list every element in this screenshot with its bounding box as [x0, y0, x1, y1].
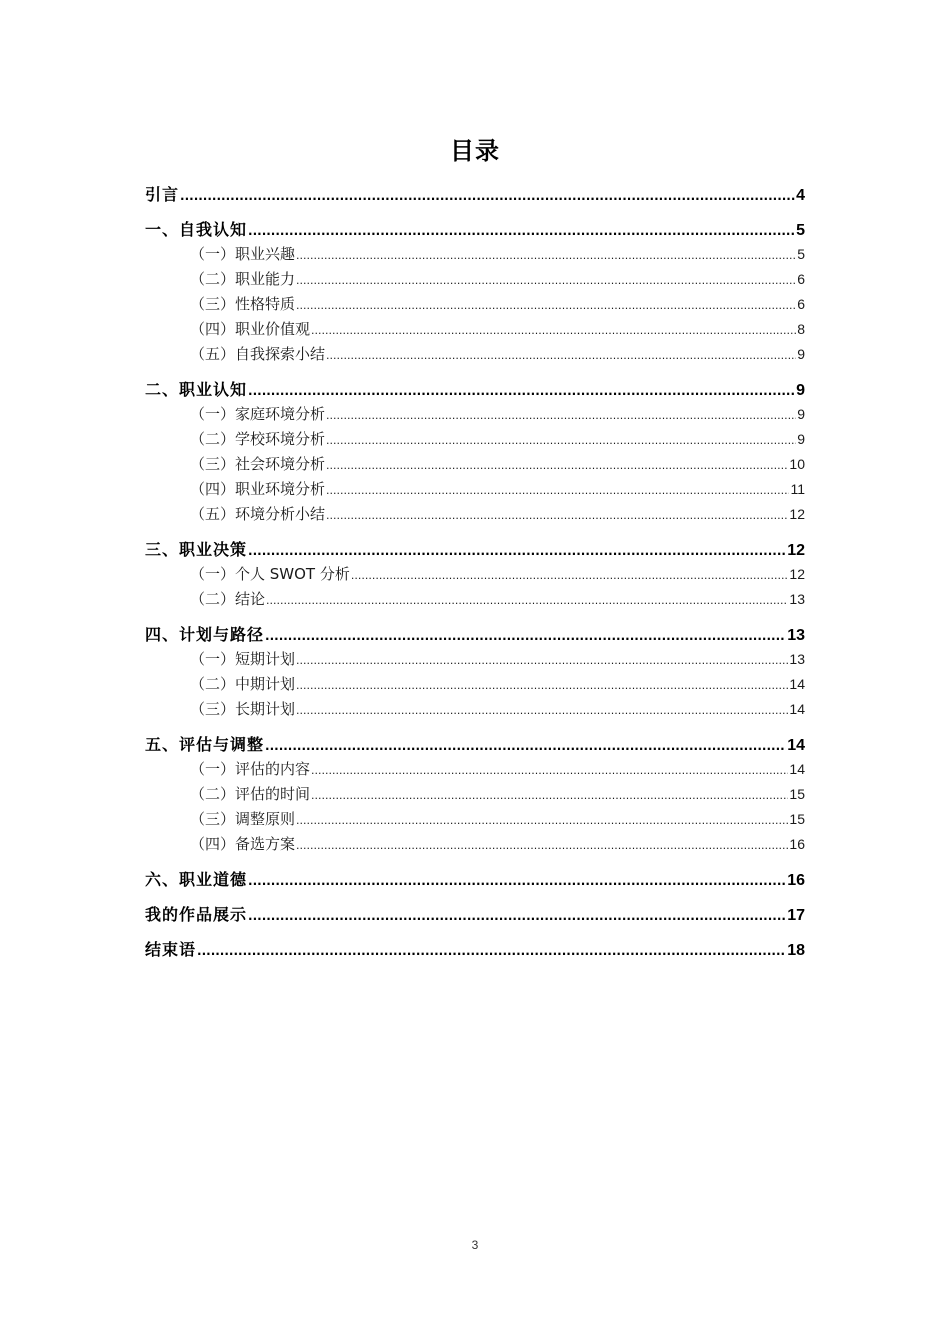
- toc-leader-dots: [296, 268, 796, 292]
- toc-leader-dots: [326, 453, 788, 477]
- toc-leader-dots: [248, 904, 786, 927]
- toc-subentry[interactable]: [145, 807, 805, 832]
- toc-entry-page: 9: [797, 431, 805, 447]
- toc-entry[interactable]: [145, 377, 805, 402]
- toc-entry[interactable]: [145, 732, 805, 757]
- toc-entry-page: 12: [789, 506, 805, 522]
- toc-entry-page: 14: [789, 676, 805, 692]
- toc-entry-page: 5: [796, 222, 805, 239]
- toc-leader-dots: [296, 673, 788, 697]
- toc-entry-page: 14: [789, 761, 805, 777]
- toc-leader-dots: [248, 869, 786, 892]
- toc-entry-label: （五）自我探索小结: [190, 345, 326, 363]
- toc-subentry[interactable]: [145, 757, 805, 782]
- toc-entry-label: （五）环境分析小结: [190, 505, 326, 523]
- toc-entry-page: 16: [789, 836, 805, 852]
- toc-entry[interactable]: [145, 537, 805, 562]
- page-title: 目录: [450, 137, 500, 165]
- toc-entry-label: 一、自我认知: [145, 220, 248, 239]
- toc-leader-dots: [296, 648, 788, 672]
- toc-entry-label: （二）中期计划: [190, 675, 296, 693]
- toc-entry-label: 引言: [145, 185, 180, 204]
- toc-leader-dots: [296, 808, 788, 832]
- toc-leader-dots: [296, 698, 788, 722]
- toc-subentry[interactable]: [145, 242, 805, 267]
- toc-subentry[interactable]: [145, 477, 805, 502]
- toc-entry-page: 9: [797, 346, 805, 362]
- toc-leader-dots: [326, 428, 796, 452]
- toc-subentry[interactable]: [145, 427, 805, 452]
- toc-subentry[interactable]: [145, 587, 805, 612]
- toc-entry-page: 9: [796, 382, 805, 399]
- toc-entry-page: 15: [789, 811, 805, 827]
- toc-entry-label: （三）性格特质: [190, 295, 296, 313]
- toc-subentry[interactable]: [145, 697, 805, 722]
- toc-entry-page: 12: [789, 566, 805, 582]
- toc-entry[interactable]: [145, 867, 805, 892]
- toc-entry-label: 我的作品展示: [145, 905, 248, 924]
- toc-entry-label: （二）结论: [190, 590, 266, 608]
- toc-entry-label: （二）评估的时间: [190, 785, 311, 803]
- toc-leader-dots: [248, 539, 786, 562]
- toc-entry-page: 4: [796, 187, 805, 204]
- toc-subentry[interactable]: [145, 672, 805, 697]
- toc-entry-page: 11: [790, 481, 805, 497]
- toc-leader-dots: [265, 734, 786, 757]
- toc-leader-dots: [296, 833, 788, 857]
- toc-entry-label: 二、职业认知: [145, 380, 248, 399]
- toc-leader-dots: [326, 403, 796, 427]
- toc-entry[interactable]: [145, 622, 805, 647]
- toc-entry-page: 17: [787, 907, 805, 924]
- toc-entry-label: （四）备选方案: [190, 835, 296, 853]
- toc-leader-dots: [326, 503, 788, 527]
- toc-entry-page: 5: [797, 246, 805, 262]
- toc-leader-dots: [311, 758, 788, 782]
- toc-entry[interactable]: [145, 937, 805, 962]
- toc-entry-label: 结束语: [145, 940, 197, 959]
- toc-entry-page: 6: [797, 296, 805, 312]
- page-number: 3: [471, 1238, 479, 1252]
- toc-entry-label: （三）社会环境分析: [190, 455, 326, 473]
- toc-subentry[interactable]: [145, 317, 805, 342]
- toc-leader-dots: [248, 379, 795, 402]
- toc-entry-label: （四）职业价值观: [190, 320, 311, 338]
- toc-entry-page: 13: [789, 591, 805, 607]
- toc-entry-label: （一）短期计划: [190, 650, 296, 668]
- toc-subentry[interactable]: [145, 402, 805, 427]
- toc-entry-page: 14: [787, 737, 805, 754]
- toc-subentry[interactable]: [145, 782, 805, 807]
- toc-entry[interactable]: [145, 217, 805, 242]
- toc-leader-dots: [265, 624, 786, 647]
- toc-subentry[interactable]: [145, 342, 805, 367]
- toc-entry-label: （三）长期计划: [190, 700, 296, 718]
- toc-entry-label: （二）学校环境分析: [190, 430, 326, 448]
- toc-entry-page: 13: [789, 651, 805, 667]
- toc-leader-dots: [326, 343, 796, 367]
- toc-subentry[interactable]: [145, 267, 805, 292]
- toc-subentry[interactable]: [145, 832, 805, 857]
- table-of-contents: [145, 182, 805, 962]
- toc-entry-label: （二）职业能力: [190, 270, 296, 288]
- toc-leader-dots: [351, 563, 789, 587]
- toc-entry-label: 五、评估与调整: [145, 735, 265, 754]
- toc-entry-label: （三）调整原则: [190, 810, 296, 828]
- toc-subentry[interactable]: [145, 562, 805, 587]
- toc-entry[interactable]: [145, 902, 805, 927]
- toc-subentry[interactable]: [145, 502, 805, 527]
- toc-entry-page: 16: [787, 872, 805, 889]
- toc-leader-dots: [197, 939, 786, 962]
- toc-entry-page: 9: [797, 406, 805, 422]
- toc-entry-page: 10: [789, 456, 805, 472]
- toc-entry-label: （一）职业兴趣: [190, 245, 296, 263]
- toc-entry-page: 13: [787, 627, 805, 644]
- toc-subentry[interactable]: [145, 292, 805, 317]
- toc-entry-label: （一）家庭环境分析: [190, 405, 326, 423]
- toc-leader-dots: [296, 243, 796, 267]
- toc-entry-label: （一）评估的内容: [190, 760, 311, 778]
- toc-leader-dots: [311, 783, 788, 807]
- toc-entry-page: 15: [789, 786, 805, 802]
- toc-leader-dots: [326, 478, 789, 502]
- toc-entry-label: （四）职业环境分析: [190, 480, 326, 498]
- toc-leader-dots: [248, 219, 795, 242]
- toc-subentry[interactable]: [145, 452, 805, 477]
- toc-leader-dots: [180, 184, 795, 207]
- toc-entry-label: 四、计划与路径: [145, 625, 265, 644]
- toc-entry-label: （一）个人 SWOT 分析: [190, 565, 350, 583]
- toc-entry[interactable]: [145, 182, 805, 207]
- toc-entry-page: 8: [797, 321, 805, 337]
- toc-subentry[interactable]: [145, 647, 805, 672]
- toc-leader-dots: [296, 293, 796, 317]
- toc-entry-label: 三、职业决策: [145, 540, 248, 559]
- toc-leader-dots: [266, 588, 788, 612]
- toc-entry-page: 12: [787, 542, 805, 559]
- toc-leader-dots: [311, 318, 796, 342]
- toc-entry-page: 18: [787, 942, 805, 959]
- toc-entry-page: 6: [797, 271, 805, 287]
- toc-entry-label: 六、职业道德: [145, 870, 248, 889]
- toc-entry-page: 14: [789, 701, 805, 717]
